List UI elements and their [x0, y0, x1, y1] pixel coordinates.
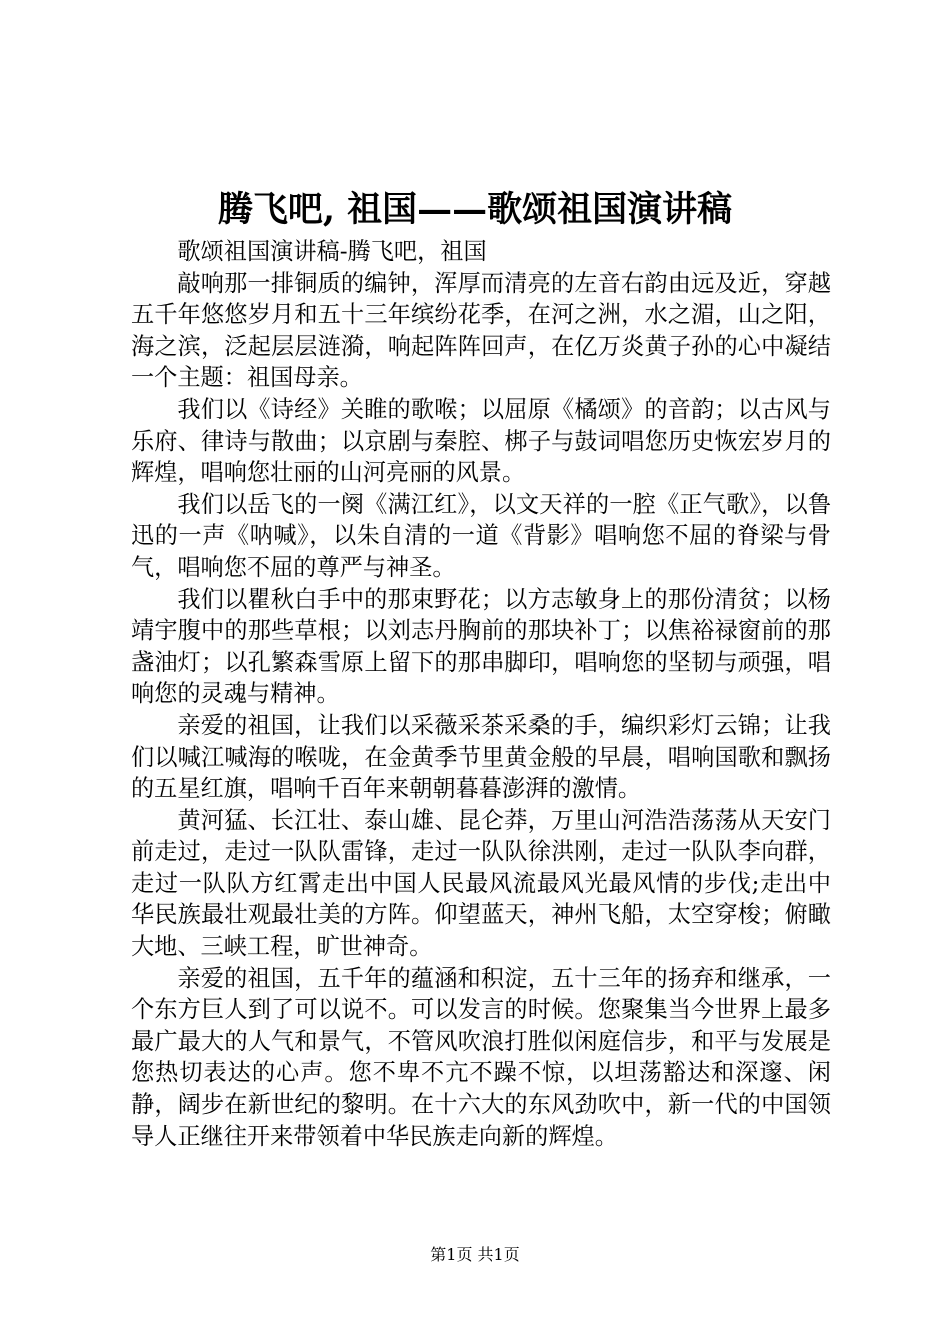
paragraph: 我们以瞿秋白手中的那束野花；以方志敏身上的那份清贫；以杨靖宇腹中的那些草根；以刘志丹胸前的那块补丁；以焦裕禄窗前的那盏油灯；以孔繁森雪原上留下的那串脚印，唱响您的坚韧与顽强，唱响您的灵魂与精神。 — [131, 585, 831, 708]
paragraph: 我们以《诗经》关睢的歌喉；以屈原《橘颂》的音韵；以古风与乐府、律诗与散曲；以京剧与秦腔、梆子与鼓词唱您历史恢宏岁月的辉煌，唱响您壮丽的山河亮丽的风景。 — [131, 395, 831, 487]
paragraph: 黄河猛、长江壮、泰山雄、昆仑莽，万里山河浩浩荡荡从天安门前走过，走过一队队雷锋，走过一队队徐洪刚，走过一队队李向群，走过一队队方红霄走出中国人民最风流最风光最风情的步伐;走出中华民族最壮观最壮美的方阵。仰望蓝天，神州飞船，太空穿梭；俯瞰大地、三峡工程，旷世神奇。 — [131, 806, 831, 961]
document-title: 腾飞吧, 祖国——歌颂祖国演讲稿 — [217, 189, 733, 230]
page-footer: 第1页 共1页 — [430, 1245, 520, 1264]
paragraph: 我们以岳飞的一阕《满江红》，以文天祥的一腔《正气歌》，以鲁迅的一声《呐喊》，以朱自清的一道《背影》唱响您不屈的脊梁与骨气，唱响您不屈的尊严与神圣。 — [131, 490, 831, 581]
paragraph: 敲响那一排铜质的编钟，浑厚而清亮的左音右韵由远及近，穿越五千年悠悠岁月和五十三年缤纷花季，在河之洲，水之湄，山之阳，海之滨，泛起层层涟漪，响起阵阵回声，在亿万炎黄子孙的心中凝结一个主题：祖国母亲。 — [131, 269, 831, 392]
document-body — [131, 236, 831, 1152]
paragraph-subtitle: 歌颂祖国演讲稿-腾飞吧，祖国 — [177, 238, 487, 265]
paragraph: 亲爱的祖国，让我们以采薇采茶采桑的手，编织彩灯云锦；让我们以喊江喊海的喉咙，在金黄季节里黄金般的早晨，唱响国歌和飘扬的五星红旗，唱响千百年来朝朝暮暮澎湃的激情。 — [131, 711, 831, 803]
paragraph: 亲爱的祖国，五千年的蕴涵和积淀，五十三年的扬弃和继承，一个东方巨人到了可以说不。可以发言的时候。您聚集当今世界上最多最广最大的人气和景气，不管风吹浪打胜似闲庭信步，和平与发展是您热切表达的心声。您不卑不亢不躁不惊，以坦荡豁达和深邃、闲静，阔步在新世纪的黎明。在十六大的东风劲吹中，新一代的中国领导人正继往开来带领着中华民族走向新的辉煌。 — [131, 964, 831, 1150]
